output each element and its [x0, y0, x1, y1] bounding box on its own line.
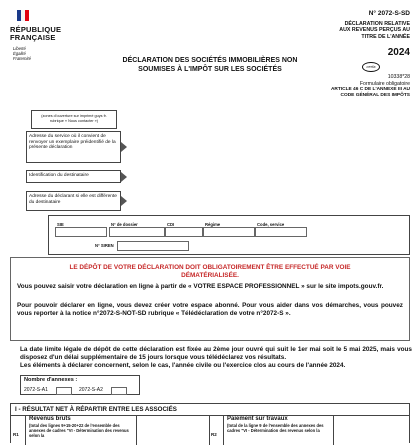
- arrow-right-icon: [121, 142, 127, 152]
- annex-a2-label: 2072-S-A2: [79, 387, 103, 393]
- row-code-r2: R2: [211, 432, 217, 437]
- siren-field[interactable]: [117, 241, 189, 251]
- form-year: 2024: [387, 47, 410, 58]
- col-revenus-bruts-heading: Revenus bruts: [29, 416, 71, 422]
- section-1-title: I - RÉSULTAT NET À RÉPARTIR ENTRE LES ASSOCIÉS: [15, 406, 177, 413]
- deadline-text: [20, 346, 412, 370]
- cerfa-number: 10338*28: [387, 74, 410, 80]
- form-requirement: Formulaire obligatoire: [359, 81, 410, 87]
- deadline-paragraph-2: Les éléments à déclarer concernent, selon le cas, l'année civile ou l'exercice clos au cours de l'année 2024.: [20, 362, 346, 369]
- code-service-field[interactable]: [255, 227, 307, 237]
- col-revenus-bruts-note: (total des lignes 9+15-20+22 de l'ensemble des annexes de cadres "VI - Détermination des revenus selon la: [29, 423, 129, 438]
- paiement-travaux-field[interactable]: [333, 415, 411, 445]
- annexes-box: [20, 375, 140, 395]
- republique-logo-text: [10, 26, 61, 42]
- notice-paragraph-2: Pour pouvoir déclarer en ligne, vous devez créer votre espace abonné. Pour vous aider dans vos démarches, vous pouvez vous reporter à la notice n°2072-S-NOT-SD rubrique « Télédéclaration de votre n°2072-S ».: [17, 302, 403, 317]
- form-desc-line-3: TITRE DE L'ANNÉE: [361, 33, 410, 40]
- logo-line-2: FRANÇAISE: [10, 33, 56, 42]
- dematerialization-notice: [10, 257, 410, 341]
- form-description: [300, 21, 410, 40]
- window-hint-box: (zones d'ouverture sur imprimé guys fr. rubrique « Nous contacter »): [31, 110, 117, 129]
- sie-label: SIE: [57, 222, 64, 227]
- republique-flag-logo: [17, 10, 29, 21]
- regime-label: Régime: [205, 222, 221, 227]
- title-line-1: DÉCLARATION DES SOCIÉTÉS IMMOBILIÈRES NON: [122, 57, 298, 64]
- form-number: N° 2072-S-SD: [368, 10, 410, 17]
- regime-field[interactable]: [203, 227, 255, 237]
- annex-a1-label: 2072-S-A1: [24, 387, 48, 393]
- logo-line-1: RÉPUBLIQUE: [10, 25, 62, 34]
- dossier-field[interactable]: [109, 227, 165, 237]
- republique-motto: [13, 46, 31, 61]
- cdi-label: CDI: [167, 222, 175, 227]
- row-code-cell: [11, 415, 26, 445]
- notice-paragraph-1: Vous pouvez saisir votre déclaration en ligne à partir de « VOTRE ESPACE PROFESSIONNEL » sur le site impots.gouv.fr.: [17, 283, 384, 290]
- code-service-label: Code, service: [257, 222, 285, 227]
- annexes-title: Nombre d'annexes :: [24, 377, 78, 383]
- column-divider: [223, 415, 224, 445]
- arrow-right-icon: [121, 172, 127, 182]
- identification-table: [48, 215, 410, 255]
- col-paiement-travaux-note: (total de la ligne 9 de l'ensemble des annexes des cadres "VI - Détermination des revenus selon la: [227, 423, 324, 433]
- deadline-paragraph-1: La date limite légale de dépôt de cette déclaration est fixée au 2ème jour ouvré qui suit le 1er mai soit le 5 mai 2025, mais vous disposez d'un délai supplémentaire de 15 jours lorsque vous télédéclarez vos résultats.: [20, 346, 412, 361]
- section-net-result: [10, 403, 410, 443]
- document-title: [100, 56, 320, 74]
- cdi-field[interactable]: [165, 227, 203, 237]
- motto-fraternite: Fraternité: [13, 56, 31, 61]
- title-line-2: SOUMISES À L'IMPÔT SUR LES SOCIÉTÉS: [138, 66, 282, 73]
- motto-egalite: Égalité: [13, 51, 26, 56]
- arrow-right-icon: [121, 196, 127, 206]
- form-desc-line-2: AUX REVENUS PERÇUS AU: [339, 27, 410, 34]
- siren-label: N° SIREN: [95, 243, 114, 248]
- declarant-address-box: Adresse du déclarant si elle est différente du destinataire: [26, 191, 121, 211]
- notice-warning: [11, 264, 409, 280]
- notice-warning-line-1: LE DÉPÔT DE VOTRE DÉCLARATION DOIT OBLIGATOIREMENT ÊTRE EFFECTUÉ PAR VOIE: [69, 264, 351, 271]
- recipient-id-box: Identification du destinataire: [26, 170, 121, 183]
- cgi-line-2: CODE GÉNÉRAL DES IMPÔTS: [340, 92, 410, 98]
- dossier-label: N° de dossier: [111, 222, 138, 227]
- cgi-reference: [300, 87, 410, 99]
- service-address-box: Adresse du service où il convient de renvoyer un exemplaire préidentifié de la présente déclaration: [26, 131, 121, 163]
- motto-liberte: Liberté: [13, 46, 26, 51]
- annex-a2-field[interactable]: [111, 387, 127, 395]
- row-code-r1: R1: [13, 432, 19, 437]
- annex-a1-field[interactable]: [56, 387, 72, 395]
- cgi-line-1: ARTICLE 46 C DE L'ANNEXE III AU: [330, 87, 410, 92]
- sie-field[interactable]: [55, 227, 107, 237]
- col-paiement-travaux-heading: Paiement sur travaux: [227, 416, 288, 422]
- form-desc-line-1: DÉCLARATION RELATIVE: [344, 21, 410, 27]
- revenus-bruts-field[interactable]: [136, 415, 210, 445]
- cerfa-logo: cerfa: [362, 62, 380, 72]
- notice-warning-line-2: DÉMATÉRIALISÉE.: [181, 272, 239, 279]
